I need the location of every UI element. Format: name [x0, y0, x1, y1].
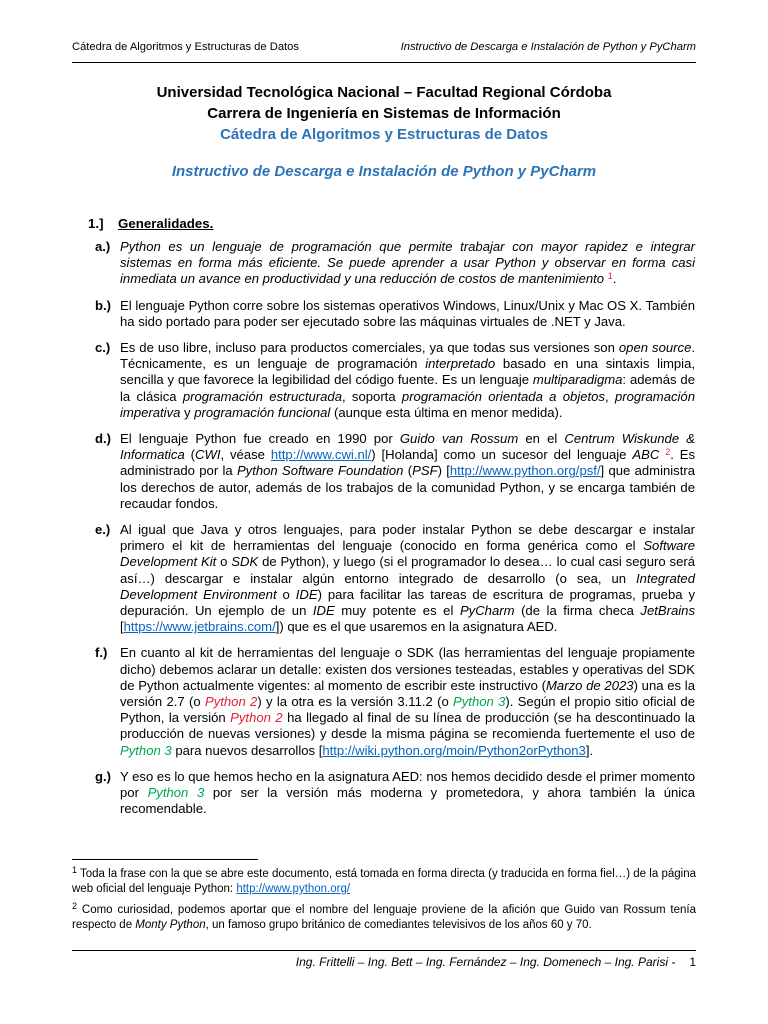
text-run: .	[612, 271, 617, 287]
section-heading	[88, 216, 213, 231]
text-run: ha llegado al final de su línea de producción (se ha descontinuado la producción de nuevas versiones) y desde la misma página se recomienda fuertemente el uso de	[120, 710, 696, 742]
python2-label: Python 2	[230, 710, 283, 726]
text-run: IDE	[312, 603, 335, 619]
item-text	[120, 340, 695, 421]
text-run: Guido van Rossum	[399, 431, 519, 447]
text-run: o	[276, 586, 296, 602]
item-text	[120, 239, 695, 288]
university-title: Universidad Tecnológica Nacional – Facultad Regional Córdoba	[156, 84, 612, 101]
item-label: a.)	[95, 239, 111, 254]
footnote-separator	[72, 859, 258, 860]
python3-label: Python 3	[453, 694, 506, 710]
footnote-mark: 2	[72, 901, 78, 911]
footnote-ref-2[interactable]: 2	[665, 447, 671, 458]
text-run: Integrated Development Environment	[120, 570, 695, 602]
text-run: PSF	[412, 463, 438, 479]
text-run: Al igual que Java y otros lenguajes, para poder instalar Python se debe descargar e instalar primero el kit de herramientas del lenguaje (conocido en forma genérica como el	[120, 522, 695, 554]
text-run: multiparadigma	[532, 372, 623, 388]
item-text: El lenguaje Python corre sobre los sistemas operativos Windows, Linux/Unix y Mac OS X. También ha sido portado para poder ser ejecutado sobre las máquinas virtuales de .NET y Java.	[120, 297, 695, 329]
footnote-2	[72, 903, 696, 933]
text-run: En cuanto al kit de herramientas del lenguaje o SDK (las herramientas del lenguaje propiamente dicho) debemos aclarar un detalle: existen dos versiones testeadas, estables y operativas del SDK de Python actualmente vigentes: al momento de escribir este instructivo (	[120, 645, 695, 693]
text-run: de Python), y luego (si el programador lo desea… lo cual casi seguro será así…) descargar e instalar algún entorno integrado de desarrollo (o sea, un	[120, 554, 696, 586]
item-label: b.)	[95, 297, 111, 313]
list-item-g	[95, 769, 695, 818]
text-run: ). Según el propio sitio oficial de Python, la versión	[120, 694, 695, 726]
text-run: ) y la otra es la versión 3.11.2 (o	[257, 694, 454, 710]
text-run: (	[403, 463, 413, 479]
footnote-ref-1[interactable]: 1	[607, 271, 613, 282]
item-label: e.)	[95, 522, 111, 538]
item-label: c.)	[95, 340, 111, 356]
page-footer	[296, 955, 696, 969]
python3-label: Python 3	[120, 742, 172, 758]
text-run: ) una es la versión 2.7 (o	[120, 677, 695, 710]
text-run: ) para facilitar las tareas de escritura de programas, prueba y depuración. Un ejemplo de un	[120, 586, 695, 619]
text-run: ].	[585, 742, 594, 758]
text-run: Marzo de 2023	[546, 677, 634, 693]
item-label: f.)	[95, 645, 108, 661]
python-org-link[interactable]: http://www.python.org/	[236, 883, 351, 895]
text-run: ) [	[437, 463, 450, 479]
text-run: Centrum Wiskunde & Informatica	[120, 431, 695, 463]
text-run: ] que administra los derechos de autor, además de los trabajos de la comunidad Python, y se encarga también de recaudar fondos.	[120, 463, 696, 511]
python3-label: Python 3	[147, 785, 205, 801]
psf-link[interactable]: http://www.python.org/psf/	[449, 463, 601, 479]
document-subtitle: Instructivo de Descarga e Instalación de Python y PyCharm	[171, 163, 597, 180]
text-run: y	[180, 404, 195, 420]
text-run: IDE	[295, 586, 318, 602]
text-run: interpretado	[425, 356, 496, 372]
list-item-e	[95, 522, 695, 635]
list-item-a	[95, 239, 695, 288]
header-left: Cátedra de Algoritmos y Estructuras de Datos	[72, 41, 299, 53]
text-run: ,	[604, 388, 615, 404]
footer-rule	[72, 950, 696, 951]
text-run: programación orientada a objetos	[401, 388, 605, 404]
footnote-1	[72, 867, 696, 897]
text-run: programación estructurada	[182, 388, 342, 404]
chair-title: Cátedra de Algoritmos y Estructuras de Datos	[220, 126, 548, 143]
item-list	[95, 239, 695, 828]
python2-label: Python 2	[204, 694, 258, 710]
text-run: , véase	[220, 447, 271, 463]
text-run: en el	[518, 431, 565, 447]
item-label: d.)	[95, 431, 111, 447]
text-run: (	[184, 447, 196, 463]
text-run: . Es administrado por la	[120, 447, 696, 479]
text-run: programación imperativa	[120, 388, 695, 420]
text-run: o	[216, 554, 232, 570]
text-run: ) [Holanda] como un sucesor del lenguaje	[371, 447, 633, 463]
item-text	[120, 431, 695, 512]
text-run: SDK	[231, 554, 259, 570]
career-title: Carrera de Ingeniería en Sistemas de Información	[207, 105, 561, 122]
item-text	[120, 645, 695, 758]
text-run: Python es un lenguaje de programación que permite trabajar con mayor rapidez e integrar sistemas en forma más eficiente. Se puede aprender a usar Python y observar en forma casi inmediata un avance en productividad y una reducción de costos de mantenimiento	[120, 239, 695, 287]
text-run: JetBrains	[640, 603, 696, 619]
item-label: g.)	[95, 768, 111, 784]
text-run: CWI	[195, 447, 221, 463]
text-run: PyCharm	[459, 603, 515, 619]
text-run: para nuevos desarrollos [	[171, 742, 323, 758]
footnote-text: Monty Python	[135, 919, 206, 931]
section-title: Generalidades.	[118, 216, 214, 231]
footnote-text: Como curiosidad, podemos aportar que el nombre del lenguaje proviene de la afición que Guido van Rossum tenía respecto de	[72, 904, 696, 931]
jetbrains-link[interactable]: https://www.jetbrains.com/	[123, 619, 276, 635]
text-run: [	[120, 619, 124, 635]
text-run: Es de uso libre, incluso para productos comerciales, ya que todas sus versiones son	[120, 340, 619, 356]
item-text	[120, 522, 695, 635]
text-run: basado en una sintaxis limpia, sencilla y que favorece la legibilidad del código fuente. Es un lenguaje	[120, 356, 696, 388]
footnote-mark: 1	[72, 865, 78, 875]
section-number: 1.]	[88, 216, 104, 231]
text-run: ]) que es el que usaremos en la asignatura AED.	[275, 619, 558, 635]
header-rule	[72, 62, 696, 63]
footnote-text: Toda la frase con la que se abre este documento, está tomada en forma directa (y traducida en forma fiel…) de la página web oficial del lenguaje Python:	[72, 868, 696, 895]
list-item-c	[95, 340, 695, 421]
text-run: (de la firma checa	[514, 603, 641, 619]
text-run: muy potente es el	[334, 603, 460, 619]
header-right: Instructivo de Descarga e Instalación de Python y PyCharm	[400, 41, 696, 53]
text-run: El lenguaje Python fue creado en 1990 por	[120, 431, 400, 447]
text-run: Python Software Foundation	[236, 463, 404, 479]
cwi-link[interactable]: http://www.cwi.nl/	[270, 447, 372, 463]
text-run: . Técnicamente, es un lenguaje de programación	[120, 340, 695, 372]
item-text	[120, 769, 695, 818]
text-run: ABC	[632, 447, 660, 463]
text-run: Y eso es lo que hemos hecho en la asignatura AED: nos hemos decidido desde el primer momento por	[120, 768, 695, 801]
list-item-b	[95, 298, 695, 330]
text-run: por ser la versión más moderna y prometedora, y ahora también la única recomendable.	[120, 785, 695, 817]
page-header	[72, 41, 696, 53]
footer-authors: Ing. Frittelli – Ing. Bett – Ing. Fernández – Ing. Domenech – Ing. Parisi -	[295, 955, 676, 969]
text-run: , soporta	[341, 388, 402, 404]
text-run: open source	[618, 340, 692, 356]
python-wiki-link[interactable]: http://wiki.python.org/moin/Python2orPython3	[322, 742, 586, 758]
footnote-text: , un famoso grupo británico de comediantes televisivos de los años 60 y 70.	[205, 919, 592, 931]
list-item-d	[95, 431, 695, 512]
text-run: programación funcional	[194, 404, 331, 420]
text-run: (aunque esta última en menor medida).	[330, 404, 563, 420]
page-number: 1	[689, 955, 696, 969]
text-run: Software Development Kit	[120, 538, 695, 570]
text-run: : además de la clásica	[120, 372, 695, 404]
list-item-f	[95, 645, 695, 758]
